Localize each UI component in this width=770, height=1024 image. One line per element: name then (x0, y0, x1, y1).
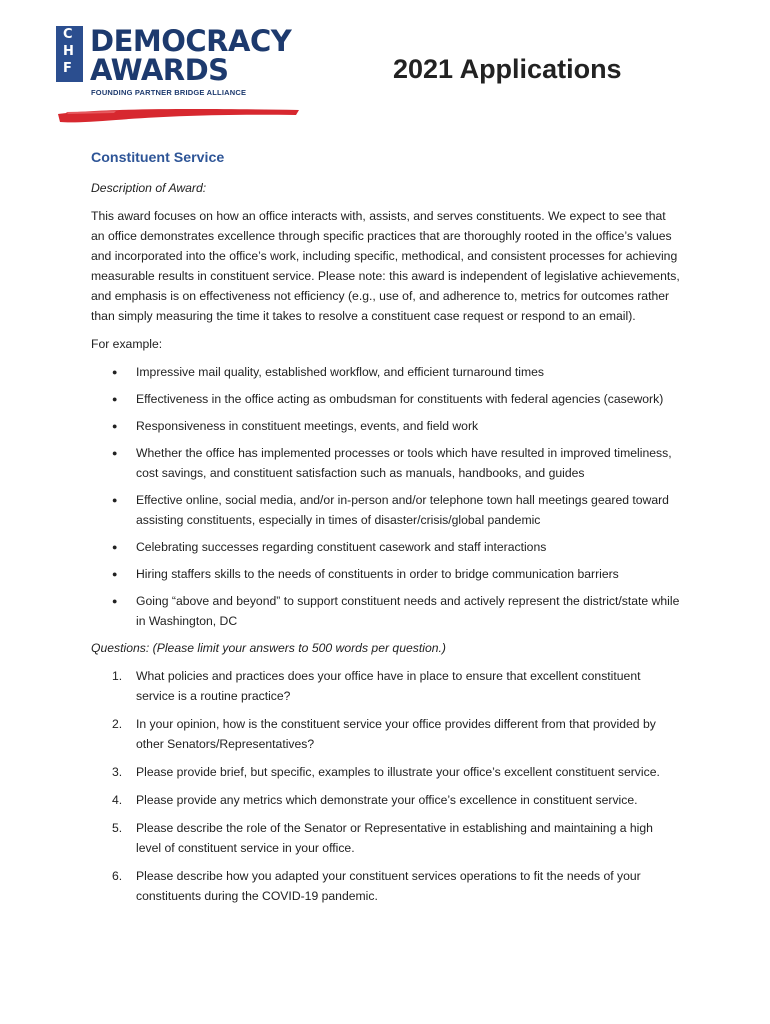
questions-list (91, 666, 681, 906)
question-item (91, 762, 681, 782)
description-label: Description of Award: (91, 181, 207, 195)
logo-awards-text: AWARDS (90, 53, 229, 87)
question-text: Please describe the role of the Senator or Representative in establishing and maintaining a high level of constituent service in your office. (136, 821, 653, 855)
question-number: 3. (112, 765, 123, 779)
description-paragraph: This award focuses on how an office interacts with, assists, and serves constituents. We expect to see that an office demonstrates excellence through specific practices that are thoroughly rooted in the office’s values and incorporated into the office’s work, including specific, methodical, and consistent processes for achieving measurable results in constituent service. Please note: this award is independent of legislative achievements, and emphasis is on effectiveness not efficiency (e.g., use of, and adherence to, metrics for outcomes rather than simply measuring the time it takes to resolve a constituent case request or respond to an email). (91, 209, 680, 323)
question-number: 1. (112, 669, 123, 683)
badge-letter-f: F (63, 61, 72, 76)
badge-letter-h: H (63, 44, 74, 59)
question-item (91, 790, 681, 810)
question-number: 6. (112, 869, 123, 883)
question-text: Please provide brief, but specific, examples to illustrate your office’s excellent constituent service. (136, 765, 660, 779)
example-item: ● Whether the office has implemented processes or tools which have resulted in improved timeliness, cost savings, and constituent satisfaction such as manuals, handbooks, and guides (91, 443, 681, 483)
example-intro: For example: (91, 337, 163, 351)
question-item (91, 818, 681, 858)
cmf-badge (56, 26, 83, 82)
example-item: ● Responsiveness in constituent meetings, events, and field work (91, 416, 681, 436)
example-item: ● Effective online, social media, and/or in-person and/or telephone town hall meetings geared toward assisting constituents, especially in times of disaster/crisis/global pandemic (91, 490, 681, 530)
logo-democracy-text: DEMOCRACY (90, 24, 292, 58)
question-number: 5. (112, 821, 123, 835)
question-text: What policies and practices does your office have in place to ensure that excellent constituent service is a routine practice? (136, 669, 641, 703)
example-item: ● Celebrating successes regarding constituent casework and staff interactions (91, 537, 681, 557)
question-item (91, 666, 681, 706)
example-item: ● Effectiveness in the office acting as ombudsman for constituents with federal agencies (casework) (91, 389, 681, 409)
question-item (91, 866, 681, 906)
example-item: ● Going “above and beyond” to support constituent needs and actively represent the district/state while in Washington, DC (91, 591, 681, 631)
question-text: In your opinion, how is the constituent service your office provides different from that provided by other Senators/Representatives? (136, 717, 656, 751)
example-item: ● Impressive mail quality, established workflow, and efficient turnaround times (91, 362, 681, 382)
badge-letter-c: C (63, 27, 73, 42)
question-number: 2. (112, 717, 123, 731)
question-number: 4. (112, 793, 123, 807)
page-title: 2021 Applications (393, 54, 622, 84)
questions-label: Questions: (Please limit your answers to 500 words per question.) (91, 641, 446, 655)
red-brush-stroke (56, 106, 301, 126)
section-title: Constituent Service (91, 150, 225, 166)
question-text: Please provide any metrics which demonstrate your office’s excellence in constituent service. (136, 793, 638, 807)
examples-list (91, 362, 681, 631)
question-text: Please describe how you adapted your constituent services operations to fit the needs of your constituents during the COVID-19 pandemic. (136, 869, 641, 903)
democracy-awards-logo (56, 26, 306, 126)
award-section (91, 148, 681, 914)
example-item: ● Hiring staffers skills to the needs of constituents in order to bridge communication barriers (91, 564, 681, 584)
question-item (91, 714, 681, 754)
logo-tagline: FOUNDING PARTNER BRIDGE ALLIANCE (91, 88, 247, 97)
